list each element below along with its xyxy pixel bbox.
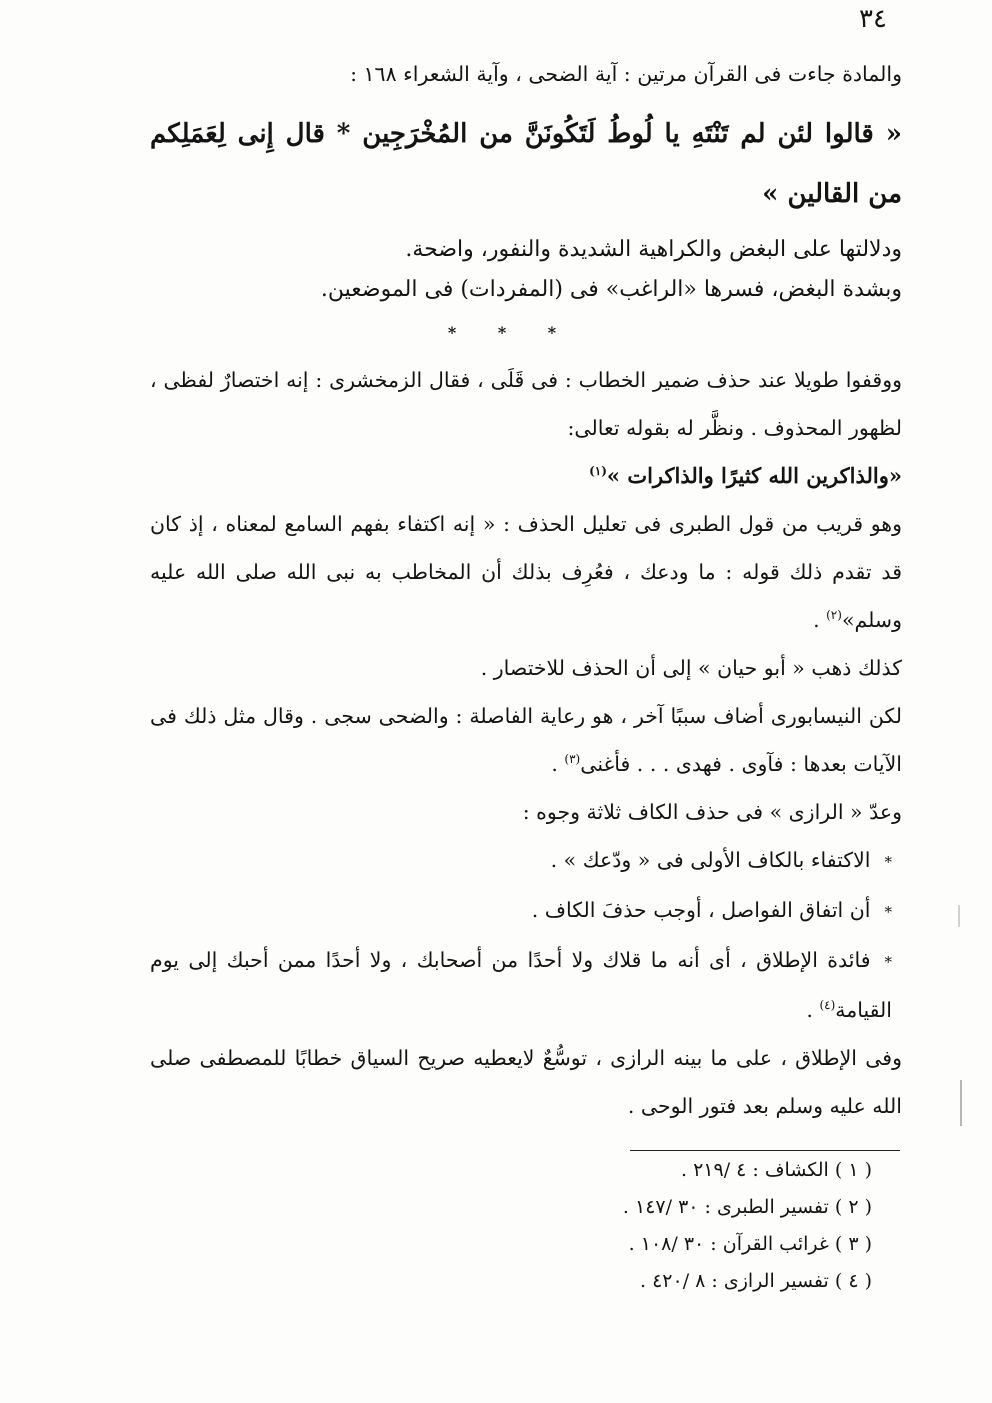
paragraph-7 xyxy=(150,692,902,788)
paragraph-5-text: وهو قريب من قول الطبرى فى تعليل الحذف : « إنه اكتفاء بفهم السامع لمعناه ، إذ كان قد تقدم ذلك قوله : ما ودعك ، فعُرِف بذلك أن المخاطب به نبى الله صلى الله عليه وسلم» xyxy=(150,512,902,632)
bullet-item-3-text: فائدة الإطلاق ، أى أنه ما قلاك ولا أحدًا من أصحابك ، ولا أحدًا ممن أحبك إلى يوم القيامة xyxy=(150,948,892,1022)
footnote-2: ( ٢ ) تفسير الطبرى : ٣٠ /١٤٧ . xyxy=(622,1196,872,1218)
paragraph-1: والمادة جاءت فى القرآن مرتين : آية الضحى ، وآية الشعراء ١٦٨ : xyxy=(350,62,902,86)
footnote-ref-4: (٤) xyxy=(819,998,836,1013)
paragraph-5-period: . xyxy=(813,608,827,632)
page-number: ٣٤ xyxy=(859,4,887,34)
paragraph-5 xyxy=(150,500,902,644)
paragraph-2: ودلالتها على البغض والكراهية الشديدة والنفور، واضحة. xyxy=(405,237,902,262)
scan-mark xyxy=(960,1080,962,1126)
paragraph-4: ووقفوا طويلا عند حذف ضمير الخطاب : فى قَلَى ، فقال الزمخشرى : إنه اختصارٌ لفظى ، لظهور المحذوف . ونظَّر له بقوله تعالى: xyxy=(150,368,902,440)
footnotes xyxy=(500,1152,872,1300)
bullet-item-3 xyxy=(150,936,902,1034)
body-text xyxy=(150,50,902,1130)
scan-mark xyxy=(958,905,960,927)
paragraph-7-text: لكن النيسابورى أضاف سببًا آخر ، هو رعاية الفاصلة : والضحى سجى . وقال مثل ذلك فى الآيات بعدها : فآوى . فهدى . . . فأغنى xyxy=(150,704,902,776)
quranic-quote: « قالوا لئن لم تَنْتَهِ يا لُوطُ لَتَكُونَنَّ من المُخْرَجِين * قال إِنى لِعَمَلِكم من القالين » xyxy=(150,119,902,209)
bullet-item-2: * أن اتفاق الفواصل ، أوجب حذفَ الكاف . xyxy=(150,886,902,936)
footnote-divider xyxy=(630,1150,900,1151)
paragraph-6: كذلك ذهب « أبو حيان » إلى أن الحذف للاختصار . xyxy=(480,656,902,680)
section-separator: * * * xyxy=(447,323,575,342)
paragraph-3: وبشدة البغض، فسرها «الراغب» فى (المفردات) فى الموضعين. xyxy=(320,277,902,302)
footnote-3: ( ٣ ) غرائب القرآن : ٣٠ /١٠٨ . xyxy=(628,1233,872,1255)
verse-quote-text: «والذاكرين الله كثيرًا والذاكرات » xyxy=(606,463,902,488)
footnote-ref-2: (٢) xyxy=(826,608,842,623)
bullet-item-3-period: . xyxy=(806,998,820,1022)
bullet-item-1: * الاكتفاء بالكاف الأولى فى « ودّعك » . xyxy=(150,836,902,886)
verse-quote xyxy=(150,452,902,500)
footnote-4: ( ٤ ) تفسير الرازى : ٨ /٤٢٠ . xyxy=(639,1270,872,1292)
paragraph-9: وفى الإطلاق ، على ما بينه الرازى ، توسُّعٌ لايعطيه صريح السياق خطابًا للمصطفى صلى الله عليه وسلم بعد فتور الوحى . xyxy=(150,1046,902,1118)
footnote-ref-3: (٣) xyxy=(564,752,581,767)
footnote-ref-1: (١) xyxy=(589,464,607,478)
paragraph-8: وعدّ « الرازى » فى حذف الكاف ثلاثة وجوه : xyxy=(522,800,902,824)
footnote-1: ( ١ ) الكشاف : ٤ /٢١٩ . xyxy=(680,1159,872,1181)
paragraph-7-period: . xyxy=(551,752,565,776)
